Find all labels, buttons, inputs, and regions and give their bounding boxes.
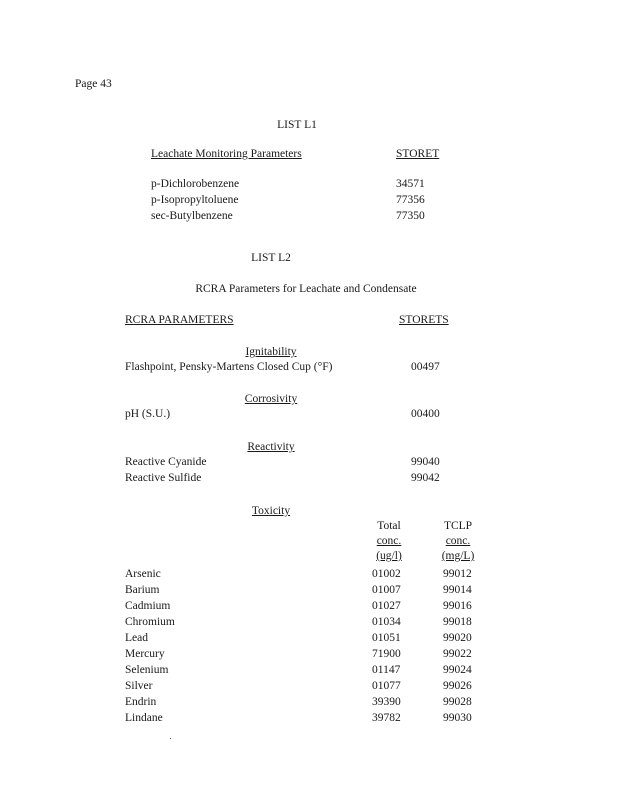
toxicity-row-total: 01077 <box>372 680 401 692</box>
list-l2-title: LIST L2 <box>251 252 291 264</box>
list-l1-storet-header: STORET <box>396 148 440 160</box>
page-number: Page 43 <box>75 78 112 90</box>
toxicity-row-total: 01027 <box>372 600 401 612</box>
corrosivity-heading: Corrosivity <box>244 393 298 405</box>
scan-speck <box>170 738 171 739</box>
list-l1-row-code: 77350 <box>396 210 425 222</box>
toxicity-heading: Toxicity <box>251 505 291 517</box>
reactivity-row-code: 99040 <box>411 456 440 468</box>
toxicity-row-tclp: 99012 <box>443 568 472 580</box>
ignitability-heading: Ignitability <box>245 346 297 358</box>
toxicity-row-tclp: 99030 <box>443 712 472 724</box>
toxicity-row-tclp: 99020 <box>443 632 472 644</box>
toxicity-row-tclp: 99018 <box>443 616 472 628</box>
toxicity-row-name: Mercury <box>125 648 165 660</box>
list-l2-subtitle: RCRA Parameters for Leachate and Condensate <box>195 283 417 295</box>
toxicity-row-total: 01147 <box>372 664 401 676</box>
toxicity-row-total: 39782 <box>372 712 401 724</box>
toxicity-row-name: Endrin <box>125 696 157 708</box>
reactivity-heading: Reactivity <box>247 441 295 453</box>
list-l1-row-name: p-Isopropyltoluene <box>151 194 239 206</box>
toxicity-row-tclp: 99016 <box>443 600 472 612</box>
toxicity-row-total: 01007 <box>372 584 401 596</box>
tclp-conc-header-line1: TCLP <box>443 520 473 532</box>
corrosivity-row-code: 00400 <box>411 408 440 420</box>
toxicity-row-name: Cadmium <box>125 600 171 612</box>
toxicity-row-tclp: 99014 <box>443 584 472 596</box>
total-conc-header-line1: Total <box>377 520 401 532</box>
list-l1-row-name: sec-Butylbenzene <box>151 210 233 222</box>
toxicity-row-name: Selenium <box>125 664 169 676</box>
storets-header: STORETS <box>399 314 449 326</box>
tclp-conc-header-line3: (mg/L) <box>441 550 475 562</box>
toxicity-row-total: 71900 <box>372 648 401 660</box>
reactivity-row-name: Reactive Cyanide <box>125 456 207 468</box>
toxicity-row-total: 01034 <box>372 616 401 628</box>
toxicity-row-total: 39390 <box>372 696 401 708</box>
total-conc-header-line2: conc. <box>376 535 402 547</box>
total-conc-header-line3: (ug/l) <box>376 550 402 562</box>
reactivity-row-name: Reactive Sulfide <box>125 472 202 484</box>
toxicity-row-name: Lead <box>125 632 148 644</box>
ignitability-row-name: Flashpoint, Pensky-Martens Closed Cup (°F) <box>125 361 333 373</box>
toxicity-row-name: Barium <box>125 584 160 596</box>
tclp-conc-header-line2: conc. <box>445 535 471 547</box>
toxicity-row-total: 01051 <box>372 632 401 644</box>
list-l1-param-header: Leachate Monitoring Parameters <box>151 148 302 160</box>
ignitability-row-code: 00497 <box>411 361 440 373</box>
toxicity-row-tclp: 99026 <box>443 680 472 692</box>
corrosivity-row-name: pH (S.U.) <box>125 408 171 420</box>
reactivity-row-code: 99042 <box>411 472 440 484</box>
list-l1-row-name: p-Dichlorobenzene <box>151 178 240 190</box>
toxicity-row-name: Lindane <box>125 712 163 724</box>
list-l1-row-code: 34571 <box>396 178 425 190</box>
toxicity-row-name: Arsenic <box>125 568 161 580</box>
list-l1-row-code: 77356 <box>396 194 425 206</box>
toxicity-row-tclp: 99028 <box>443 696 472 708</box>
toxicity-row-total: 01002 <box>372 568 401 580</box>
toxicity-row-tclp: 99024 <box>443 664 472 676</box>
toxicity-row-name: Chromium <box>125 616 175 628</box>
toxicity-row-name: Silver <box>125 680 153 692</box>
list-l1-title: LIST L1 <box>277 119 317 131</box>
toxicity-row-tclp: 99022 <box>443 648 472 660</box>
rcra-param-header: RCRA PARAMETERS <box>125 314 234 326</box>
